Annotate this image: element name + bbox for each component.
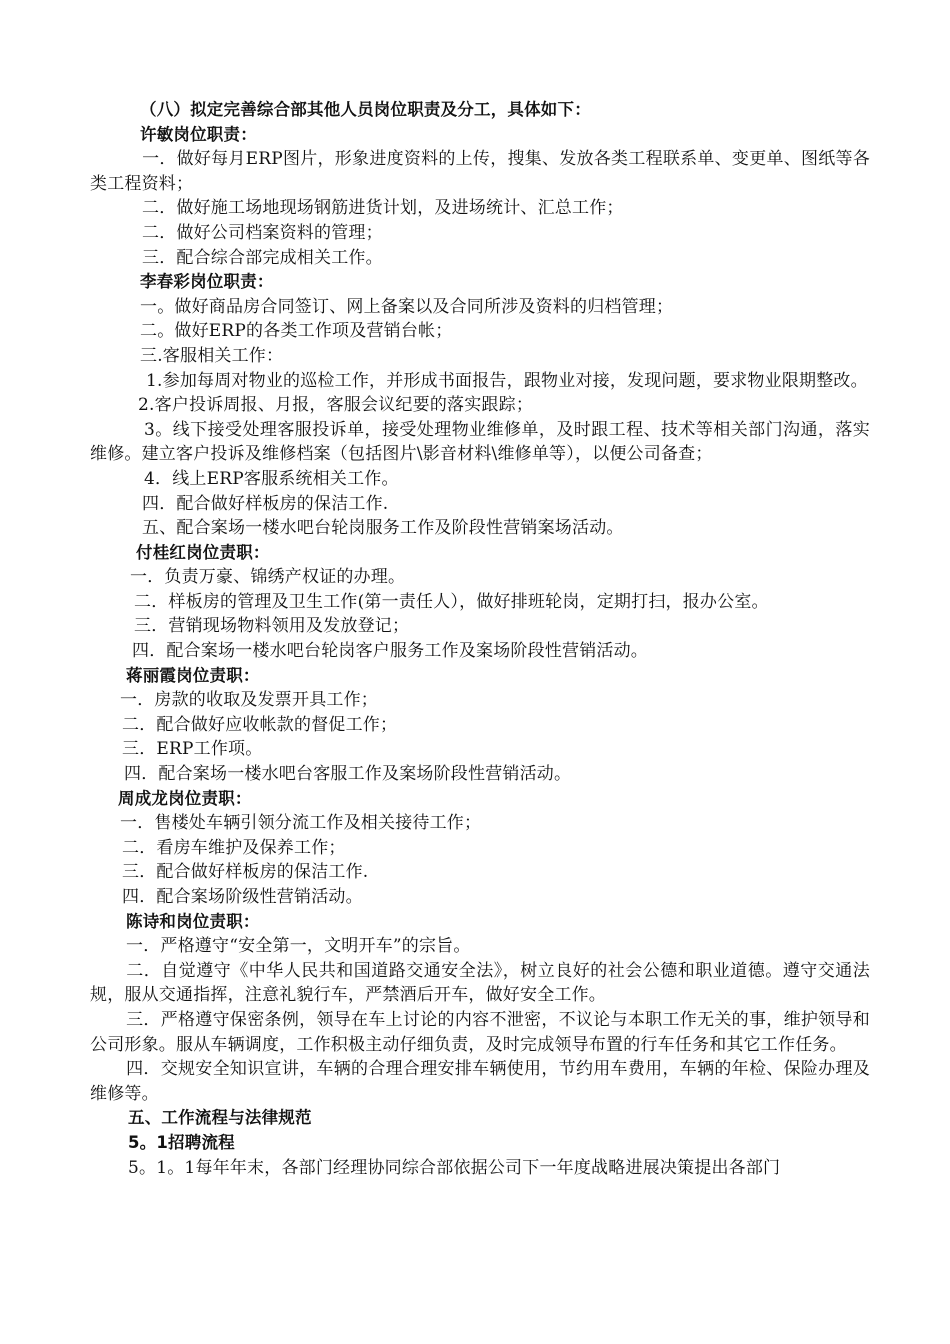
section5-1-title: 5。1招聘流程 bbox=[128, 1132, 235, 1152]
zhouchenglong-item-3: 三．配合做好样板房的保洁工作. bbox=[122, 862, 369, 883]
lichuncai-item-5: 2.客户投诉周报、月报，客服会议纪要的落实跟踪； bbox=[138, 395, 534, 416]
zhouchenglong-item-2: 二．看房车维护及保养工作； bbox=[122, 837, 346, 858]
lichuncai-item-7: 4．线上ERP客服系统相关工作。 bbox=[144, 468, 399, 489]
section5-title: 五、工作流程与法律规范 bbox=[128, 1108, 312, 1128]
jianglixia-item-1: 一．房款的收取及发票开具工作； bbox=[120, 690, 378, 711]
section-heading: （八）拟定完善综合部其他人员岗位职责及分工，具体如下： bbox=[140, 100, 591, 119]
lichuncai-item-9: 五、配合案场一楼水吧台轮岗服务工作及阶段性营销案场活动。 bbox=[142, 518, 624, 539]
xumin-item-3: 二．做好公司档案资料的管理； bbox=[142, 222, 383, 243]
xumin-item-1: 一．做好每月ERP图片，形象进度资料的上传，搜集、发放各类工程联系单、变更单、图纸等各类工程资料； bbox=[90, 149, 870, 194]
chenshihe-item-1: 一．严格遵守“安全第一，文明开车”的宗旨。 bbox=[126, 936, 471, 957]
chenshihe-title: 陈诗和岗位责职： bbox=[126, 911, 260, 931]
section5-1-1-text: 5。1。1每年年末，各部门经理协同综合部依据公司下一年度战略进展决策提出各部门 bbox=[128, 1157, 781, 1178]
zhouchenglong-item-4: 四．配合案场阶级性营销活动。 bbox=[122, 887, 363, 907]
xumin-title: 许敏岗位职责： bbox=[140, 124, 257, 144]
jianglixia-item-2: 二．配合做好应收帐款的督促工作； bbox=[122, 714, 398, 735]
chenshihe-item-3: 三．严格遵守保密条例，领导在车上讨论的内容不泄密，不议论与本职工作无关的事，维护领导和公司形象。服从车辆调度，工作积极主动仔细负责，及时完成领导布置的行车任务和其它工作任务。 bbox=[90, 1009, 870, 1055]
lichuncai-title: 李春彩岗位职责： bbox=[140, 272, 274, 292]
jianglixia-item-3: 三．ERP工作项。 bbox=[122, 739, 263, 760]
chenshihe-item-4: 四．交规安全知识宣讲，车辆的合理合理安排车辆使用，节约用车费用，车辆的年检、保险办理及维修等。 bbox=[90, 1059, 870, 1104]
document-page bbox=[90, 98, 870, 1180]
chenshihe-item-2: 二．自觉遵守《中华人民共和国道路交通安全法》，树立良好的社会公德和职业道德。遵守交通法规，服从交通指挥，注意礼貌行车，严禁酒后开车，做好安全工作。 bbox=[90, 960, 870, 1006]
lichuncai-item-8: 四．配合做好样板房的保洁工作. bbox=[142, 493, 389, 514]
lichuncai-item-6: 3。线下接受处理客服投诉单，接受处理物业维修单，及时跟工程、技术等相关部门沟通，落实维修。建立客户投诉及维修档案（包括图片\影音材料\维修单等），以便公司备查； bbox=[90, 419, 870, 465]
xumin-item-2: 二．做好施工场地现场钢筋进货计划，及进场统计、汇总工作； bbox=[142, 198, 624, 219]
lichuncai-item-2: 二。做好ERP的各类工作项及营销台帐； bbox=[140, 321, 453, 342]
zhouchenglong-item-1: 一．售楼处车辆引领分流工作及相关接待工作； bbox=[120, 813, 482, 834]
fuguihong-title: 付桂红岗位责职： bbox=[136, 542, 270, 562]
fuguihong-item-1: 一．负责万豪、锦绣产权证的办理。 bbox=[130, 567, 406, 588]
jianglixia-item-4: 四．配合案场一楼水吧台客服工作及案场阶段性营销活动。 bbox=[124, 764, 572, 785]
fuguihong-item-2: 二．样板房的管理及卫生工作(第一责任人），做好排班轮岗，定期打扫，报办公室。 bbox=[134, 591, 769, 612]
lichuncai-item-1: 一。做好商品房合同签订、网上备案以及合同所涉及资料的归档管理； bbox=[140, 296, 674, 317]
zhouchenglong-title: 周成龙岗位责职： bbox=[118, 788, 252, 808]
jianglixia-title: 蒋丽霞岗位责职： bbox=[126, 665, 260, 685]
lichuncai-item-4: 1.参加每周对物业的巡检工作，并形成书面报告，跟物业对接，发现问题，要求物业限期整改。 bbox=[146, 370, 868, 391]
lichuncai-item-3: 三.客服相关工作： bbox=[140, 345, 284, 366]
fuguihong-item-3: 三．营销现场物料领用及发放登记； bbox=[134, 616, 410, 637]
fuguihong-item-4: 四．配合案场一楼水吧台轮岗客户服务工作及案场阶段性营销活动。 bbox=[132, 641, 648, 662]
xumin-item-4: 三．配合综合部完成相关工作。 bbox=[142, 247, 383, 268]
